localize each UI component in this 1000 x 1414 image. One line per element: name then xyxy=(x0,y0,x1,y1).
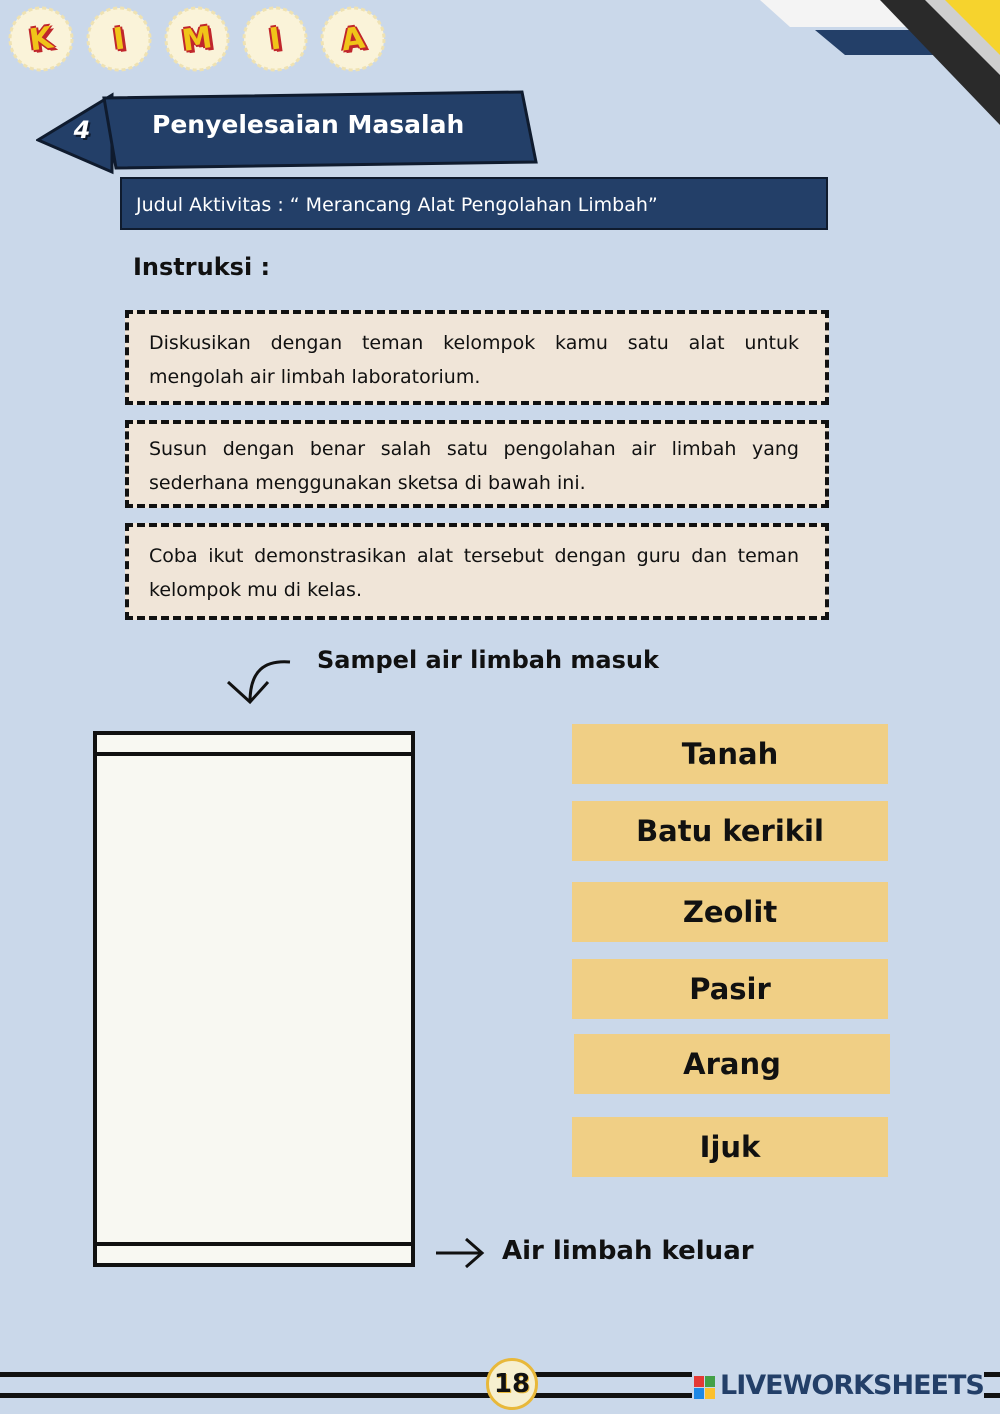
material-zeolit[interactable]: Zeolit xyxy=(572,882,888,942)
kimia-badge-a: A xyxy=(320,6,386,72)
material-batu-kerikil[interactable]: Batu kerikil xyxy=(572,801,888,861)
page-number: 18 xyxy=(486,1358,538,1410)
material-ijuk[interactable]: Ijuk xyxy=(572,1117,888,1177)
arrow-right-icon xyxy=(434,1236,486,1270)
kimia-badge-i: I xyxy=(86,6,152,72)
material-tanah[interactable]: Tanah xyxy=(572,724,888,784)
section-number: 4 xyxy=(73,116,91,144)
liveworksheets-logo[interactable] xyxy=(692,1370,984,1401)
container-bottom-rim xyxy=(97,1242,411,1246)
container-top-rim xyxy=(97,752,411,756)
filter-container-drop-area[interactable] xyxy=(93,731,415,1267)
corner-decoration xyxy=(580,0,1000,130)
instructions-heading: Instruksi : xyxy=(133,253,271,281)
instruction-box-3: Coba ikut demonstrasikan alat tersebut dengan guru dan teman kelompok mu di kelas. xyxy=(125,523,829,620)
liveworksheets-icon xyxy=(694,1376,716,1400)
activity-title: Judul Aktivitas : “ Merancang Alat Pengolahan Limbah” xyxy=(120,177,828,230)
brand-text: LIVEWORKSHEETS xyxy=(720,1370,984,1401)
curved-arrow-down-icon xyxy=(220,656,296,708)
outlet-label: Air limbah keluar xyxy=(502,1236,754,1266)
kimia-badge-m: M xyxy=(164,6,230,72)
kimia-badge-k: K xyxy=(8,6,74,72)
section-title: Penyelesaian Masalah xyxy=(152,110,465,139)
instruction-box-2: Susun dengan benar salah satu pengolahan air limbah yang sederhana menggunakan sketsa di bawah ini. xyxy=(125,420,829,508)
inlet-label: Sampel air limbah masuk xyxy=(317,646,659,674)
material-arang[interactable]: Arang xyxy=(574,1034,890,1094)
instruction-box-1: Diskusikan dengan teman kelompok kamu satu alat untuk mengolah air limbah laboratorium. xyxy=(125,310,829,405)
material-pasir[interactable]: Pasir xyxy=(572,959,888,1019)
kimia-badge-i2: I xyxy=(242,6,308,72)
